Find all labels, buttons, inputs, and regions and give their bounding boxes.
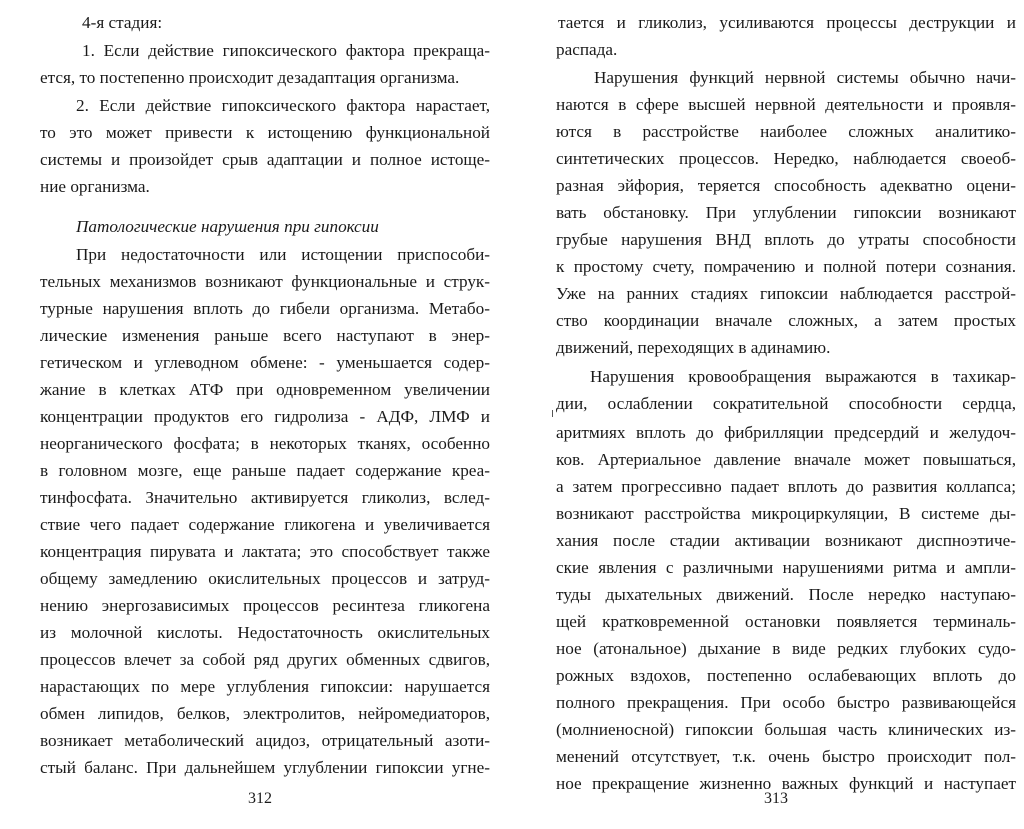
paragraph-line: хания после стадии активации возникают диспноэтиче- [556,531,1016,550]
paragraph-line: ские явления с различными нарушениями ритма и ампли- [556,558,1016,577]
paragraph-line: системы и произойдет срыв адаптации и полное истоще- [40,150,490,169]
paragraph-line: к простому счету, помрачению и полной потери сознания. [556,257,1016,276]
body-line: обмен липидов, белков, электролитов, нейромедиаторов, [40,704,490,723]
paragraph-line: ются в расстройстве наиболее сложных аналитико- [556,122,1016,141]
paragraph-line: 2. Если действие гипоксического фактора нарастает, [76,96,490,115]
paragraph-line: (молниеносной) гипоксии большая часть клинических из- [556,720,1016,739]
body-line: нению энергозависимых процессов ресинтеза гликогена [40,596,490,615]
body-line: турные нарушения вплоть до гибели организма. Метабо- [40,299,490,318]
page-number: 313 [764,790,788,807]
paragraph-line: рожных вздохов, постепенно ослабевающих вплоть до [556,666,1016,685]
section-title: Патологические нарушения при гипоксии [76,217,379,236]
paragraph-line: разная эйфория, теряется способность адекватно оцени- [556,176,1016,195]
paragraph-line: ется, то постепенно происходит дезадаптация организма. [40,68,460,87]
paragraph-line: а затем прогрессивно падает вплоть до развития коллапса; [556,477,1016,496]
paragraph-line: то это может привести к истощению функциональной [40,123,490,142]
paragraph-line: 1. Если действие гипоксического фактора прекраща- [82,41,490,60]
page-number: 312 [248,790,272,807]
body-line: ствие чего падает содержание гликогена и увеличивается [40,515,490,534]
paragraph-line: вать обстановку. При углублении гипоксии возникают [556,203,1016,222]
body-line: общему замедлению окислительных процессов и затруд- [40,569,490,588]
paragraph-line: грубые нарушения ВНД вплоть до утраты способности [556,230,1016,249]
paragraph-line: ное (атональное) дыхание в виде редких глубоких судо- [556,639,1016,658]
paragraph-line: наются в сфере высшей нервной деятельности и проявля- [556,95,1016,114]
paragraph-line: туды дыхательных движений. После нередко наступаю- [556,585,1016,604]
paragraph-line: движений, переходящих в адинамию. [556,338,831,357]
right-page [512,0,1024,829]
body-line: жание в клетках АТФ при одновременном увеличении [40,380,490,399]
paragraph-line: тается и гликолиз, усиливаются процессы деструкции и [558,13,1016,32]
body-line: из молочной кислоты. Недостаточность окислительных [40,623,490,642]
body-line: в головном мозге, еще раньше падает содержание креа- [40,461,490,480]
paragraph-line: синтетических процессов. Нередко, наблюдается своеоб- [556,149,1016,168]
body-line: концентрация пирувата и лактата; это способствует также [40,542,490,561]
paragraph-line: распада. [556,40,618,59]
paragraph-line: щей кратковременной остановки появляется терминаль- [556,612,1016,631]
body-line: концентрации продуктов его гидролиза - АДФ, ЛМФ и [40,407,490,426]
paragraph-line: дии, ослаблении сократительной способности сердца, [556,394,1016,413]
body-line: гетическом и углеводном обмене: - уменьшается содер- [40,353,490,372]
stage-heading: 4-я стадия: [82,13,163,32]
body-line: возникает метаболический ацидоз, отрицательный азоти- [40,731,490,750]
paragraph-line: полного прекращения. При особо быстро развивающейся [556,693,1016,712]
paragraph-line: Уже на ранних стадиях гипоксии наблюдается расстрой- [556,284,1016,303]
paragraph-line: ство координации вначале сложных, а затем простых [556,311,1016,330]
paragraph-line: ков. Артериальное давление вначале может повышаться, [556,450,1016,469]
paragraph-line: Нарушения кровообращения выражаются в тахикар- [590,367,1016,386]
paragraph-line: возникают расстройства микроциркуляции, В системе ды- [556,504,1016,523]
paragraph-line: аритмиях вплоть до фибрилляции предсердий и желудоч- [556,423,1016,442]
paragraph-line: менений отсутствует, т.к. очень быстро происходит пол- [556,747,1016,766]
paragraph-line: ние организма. [40,177,150,196]
body-line: При недостаточности или истощении приспособи- [76,245,490,264]
body-line: стый баланс. При дальнейшем углублении гипоксии угне- [40,758,490,777]
body-line: лические изменения раньше всего наступают в энер- [40,326,490,345]
body-line: тельных механизмов возникают функциональные и струк- [40,272,490,291]
body-line: нарастающих по мере углубления гипоксии: нарушается [40,677,490,696]
paragraph-line: ное прекращение жизненно важных функций и наступает [556,774,1016,793]
body-line: неорганического фосфата; в некоторых тканях, особенно [40,434,490,453]
scan-mark [552,410,553,417]
body-line: процессов влечет за собой ряд других обменных сдвигов, [40,650,490,669]
paragraph-line: Нарушения функций нервной системы обычно начи- [594,68,1016,87]
body-line: тинфосфата. Значительно активируется гликолиз, вслед- [40,488,490,507]
